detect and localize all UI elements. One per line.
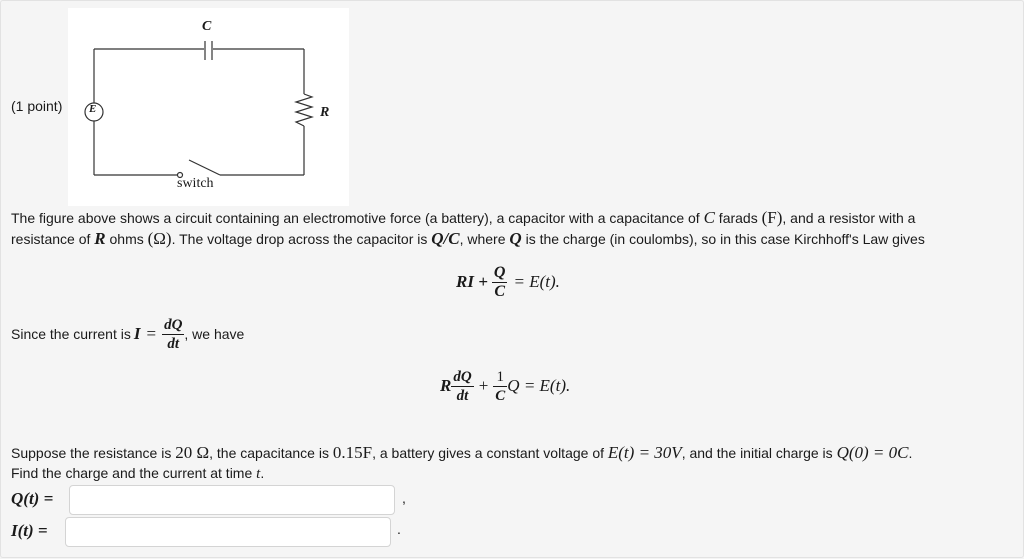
equation-kirchhoff (456, 262, 560, 302)
paragraph-intro-line2 (11, 228, 925, 250)
eq2-frac2-numerator: 1 (493, 368, 507, 387)
math-Q: Q (509, 229, 522, 248)
text: , we have (184, 326, 245, 342)
math-I: I (133, 324, 141, 343)
emf-label: E (89, 103, 97, 115)
math-ohm: (Ω) (147, 229, 172, 248)
value-resistance: 20 Ω (175, 443, 210, 462)
value-capacitance: 0.15F (332, 443, 373, 462)
text: , a battery gives a constant voltage of (372, 445, 608, 461)
math-C: C (703, 208, 715, 227)
eq1-denominator: C (494, 282, 506, 300)
text: , and the initial charge is (681, 445, 837, 461)
eq1-fraction (492, 264, 508, 301)
text: , and a resistor with a (782, 210, 916, 226)
text: . The voltage drop across the capacitor is (171, 231, 432, 247)
text: Find the charge and the current at time (11, 465, 257, 481)
math-F: (F) (761, 208, 783, 227)
frac-denominator: dt (167, 335, 180, 352)
eq1-rhs: = E(t). (513, 272, 560, 291)
capacitor-label: C (202, 19, 212, 34)
text: farads (714, 210, 762, 226)
math-R: R (94, 229, 106, 248)
resistor-label: R (320, 105, 330, 120)
value-initial-charge: Q(0) = 0C (836, 443, 909, 462)
paragraph-intro-line1 (11, 207, 915, 229)
text: Since the current is (11, 326, 131, 342)
text: , the capacitance is (209, 445, 333, 461)
eq2-R: R (440, 376, 452, 395)
text: is the charge (in coulombs), so in this case Kirchhoff's Law gives (521, 231, 925, 247)
value-voltage: E(t) = 30V (607, 443, 682, 462)
points-label: (1 point) (11, 98, 63, 114)
charge-label: Q(t) = (11, 489, 54, 508)
eq2-rhs: Q = E(t). (507, 376, 571, 395)
current-label: I(t) = (11, 521, 48, 540)
current-suffix: . (397, 521, 401, 537)
eq1-numerator: Q (493, 263, 506, 281)
since-current-line (11, 314, 244, 354)
eq1-lhs: RI + (456, 272, 488, 291)
math-t: t (256, 466, 261, 482)
equation-differential (440, 366, 570, 406)
math-equals: = (146, 324, 157, 343)
text: The figure above shows a circuit containing an electromotive force (a battery), a capacitor with a capacitance of (11, 210, 704, 226)
dQ-dt-fraction (162, 316, 184, 353)
eq2-frac1-numerator: dQ (453, 368, 472, 385)
eq2-fraction-1overC (493, 368, 507, 405)
circuit-figure (68, 8, 349, 206)
charge-answer-input[interactable] (69, 485, 395, 515)
text: Suppose the resistance is (11, 445, 176, 461)
current-answer-input[interactable] (65, 517, 391, 547)
paragraph-given-line2 (11, 463, 264, 485)
eq2-frac2-denominator: C (495, 387, 506, 404)
text: ohms (105, 231, 148, 247)
frac-numerator: dQ (164, 316, 183, 333)
eq2-plus: + (478, 376, 489, 395)
text: resistance of (11, 231, 95, 247)
eq2-fraction-dQdt (451, 368, 473, 405)
text: , where (459, 231, 510, 247)
math-Q-over-C: Q/C (431, 229, 460, 248)
charge-suffix: , (402, 490, 406, 506)
eq2-frac1-denominator: dt (456, 387, 469, 404)
switch-label: switch (177, 176, 214, 191)
paragraph-given-line1 (11, 442, 912, 464)
text: . (260, 465, 265, 481)
text: . (908, 445, 913, 461)
